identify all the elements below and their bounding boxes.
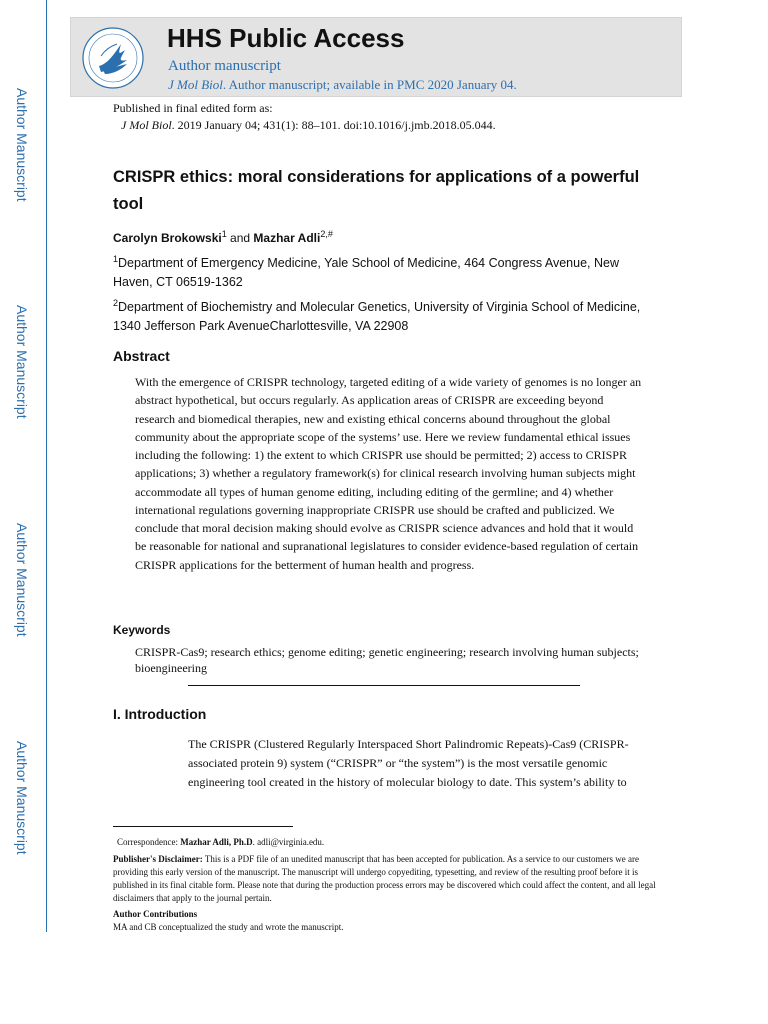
affiliation xyxy=(113,294,653,336)
header-availability: . Author manuscript; available in PMC 2020 January 04. xyxy=(222,77,517,92)
disclaimer-text: This is a PDF file of an unedited manuscript that has been accepted for publication. As a service to our customers we are providing this early version of the manuscript. The manuscript will undergo copyediting, typesetting, and review of the resulting proof before it is published in its final citable form. Please note that during the production process errors may be discovered which could affect the content, and all legal disclaimers that apply to the journal pertain. xyxy=(113,854,656,903)
author-contributions-text: MA and CB conceptualized the study and wrote the manuscript. xyxy=(113,922,344,932)
affiliation-number: 1 xyxy=(113,254,119,264)
author-affil-ref: 2,# xyxy=(320,229,333,239)
publisher-disclaimer xyxy=(113,853,658,905)
introduction-text: The CRISPR (Clustered Regularly Interspaced Short Palindromic Repeats)-Cas9 (CRISPR-associated protein 9) system (“CRISPR” or “the system”) is the most versatile genomic engineering tool created in the history of molecular biology to date. This system’s ability to xyxy=(188,737,629,789)
footnote-rule xyxy=(113,826,293,827)
disclaimer-label: Publisher's Disclaimer: xyxy=(113,854,203,864)
article-title: CRISPR ethics: moral considerations for applications of a powerful tool xyxy=(113,168,640,213)
section-divider xyxy=(188,685,580,686)
published-label: Published in final edited form as: xyxy=(113,101,273,115)
hhs-eagle-seal-icon xyxy=(81,26,145,90)
affiliation-text: Department of Emergency Medicine, Yale School of Medicine, 464 Congress Avenue, New Haven, CT 06519-1362 xyxy=(113,256,619,290)
author-name: Carolyn Brokowski xyxy=(113,231,222,245)
affiliation xyxy=(113,250,653,292)
footnotes xyxy=(113,836,658,934)
author-list xyxy=(113,229,333,245)
header-journal: J Mol Biol xyxy=(168,77,223,92)
author-join: and xyxy=(226,231,254,245)
header-citation xyxy=(168,77,517,93)
sidebar: Author Manuscript Author Manuscript Author Manuscript Author Manuscript xyxy=(0,0,47,932)
author-affil-ref: 1 xyxy=(221,229,227,239)
keywords-text: CRISPR-Cas9; research ethics; genome editing; genetic engineering; research involving human subjects; bioengineering xyxy=(135,645,639,675)
affiliation-text: Department of Biochemistry and Molecular Genetics, University of Virginia School of Medicine, 1340 Jefferson Park AvenueCharlottesville, VA 22908 xyxy=(113,300,641,334)
published-journal: J Mol Biol xyxy=(121,118,172,132)
correspondence-label: Correspondence: xyxy=(117,837,181,847)
header-subtitle: Author manuscript xyxy=(168,58,281,74)
correspondence-name: Mazhar Adli, Ph.D xyxy=(180,837,253,847)
correspondence-email-link[interactable]: . adli@virginia.edu. xyxy=(252,837,325,847)
affiliation-number: 2 xyxy=(113,298,119,308)
keywords-heading: Keywords xyxy=(113,623,171,637)
author-contributions-heading: Author Contributions xyxy=(113,909,198,919)
published-in xyxy=(113,100,496,134)
author-name: Mazhar Adli xyxy=(253,231,321,245)
published-citation xyxy=(113,117,496,134)
abstract-text: With the emergence of CRISPR technology, targeted editing of a wide variety of genomes is no longer an abstract hypothetical, but occurs regularly. As application areas of CRISPR are exceeding beyond research and biomedical therapies, new and existing ethical concerns abound throughout the global community about the appropriate scope of the systems’ use. Here we review fundamental ethical issues including the following: 1) the extent to which CRISPR use should be permitted; 2) access to CRISPR applications; 3) whether a regulatory framework(s) for clinical research involving human subjects might accommodate all types of human genome editing, including editing of the germline; and 4) whether international regulations governing inappropriate CRISPR use should be crafted and publicized. We conclude that moral decision making should evolve as CRISPR science advances and hold that it would be reasonable for national and supranational legislatures to consider evidence-based regulation of certain CRISPR applications for the betterment of human health and progress. xyxy=(135,375,642,572)
hhs-header xyxy=(70,17,682,97)
published-citation-text: . 2019 January 04; 431(1): 88–101. doi:10.1016/j.jmb.2018.05.044. xyxy=(171,118,496,132)
abstract-heading: Abstract xyxy=(113,348,170,364)
introduction-heading: I. Introduction xyxy=(113,706,207,722)
correspondence xyxy=(113,836,658,849)
header-title: HHS Public Access xyxy=(167,23,405,53)
